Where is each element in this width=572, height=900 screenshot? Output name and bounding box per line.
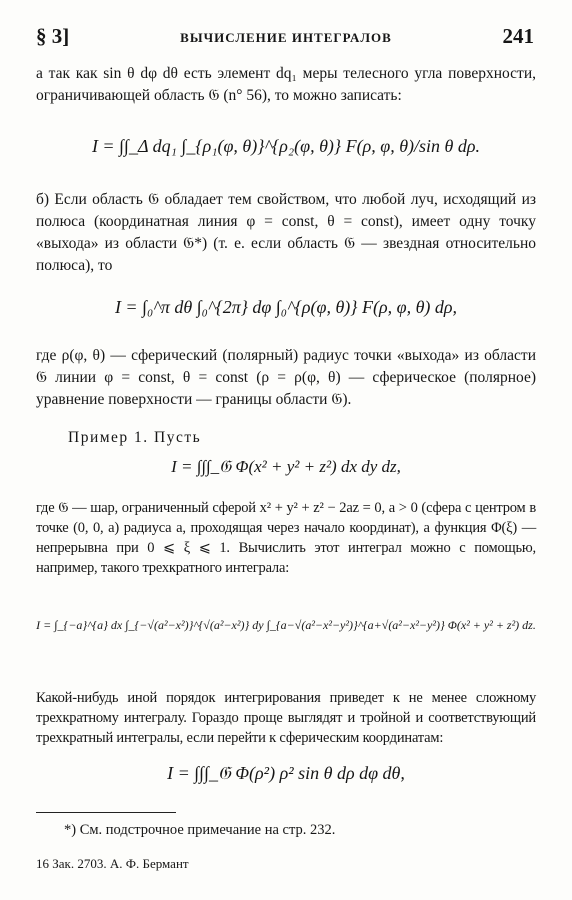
page-number: 241 <box>502 24 534 48</box>
printer-signature: 16 Зак. 2703. А. Ф. Бермант <box>36 856 189 871</box>
example-label: Пример 1. Пусть <box>68 429 202 446</box>
paragraph-radius-definition: где ρ(φ, θ) — сферический (полярный) радиус точки «выхода» из области 𝔊 линии φ = const, θ = const (ρ = ρ(φ, θ) — сферическое (полярное) уравнение поверхности — границы области 𝔊). <box>36 347 536 408</box>
formula-spherical-integral: I = ∫∫∫_𝔊 Φ(ρ²) ρ² sin θ dρ dφ dθ, <box>167 763 405 783</box>
formula-iterated-integral: I = ∫_{−a}^{a} dx ∫_{−√(a²−x²)}^{√(a²−x²)} dy ∫_{a−√(a²−x²−y²)}^{a+√(a²−x²−y²)} Φ(x² + y² + z²) dz. <box>36 618 536 632</box>
paragraph-sphere-description: где 𝔊 — шар, ограниченный сферой x² + y² + z² − 2az = 0, a > 0 (сфера с центром в точке (0, 0, a) радиуса a, проходящая через начало координат), а функция Φ(ξ) — непрерывна при 0 ⩽ ξ ⩽ 1. Вычислить этот интеграл можно с помощью, например, такого трехкратного интеграла: <box>36 500 536 576</box>
paragraph-spherical-coordinates: Какой-нибудь иной порядок интегрирования приведет к не менее сложному трехкратному интегралу. Гораздо проще выглядят и тройной и соответствующий трехкратный интегралы, если перейти к сферическим координатам: <box>36 690 536 746</box>
paragraph-solid-angle: а так как sin θ dφ dθ есть элемент dq₁ меры телесного угла поверхности, ограничивающей область 𝔊 (n° 56), то можно записать: <box>36 65 536 104</box>
footnote-divider <box>36 812 176 813</box>
page-title: ВЫЧИСЛЕНИЕ ИНТЕГРАЛОВ <box>180 30 392 45</box>
running-header <box>36 24 536 50</box>
formula-integral-dq1: I = ∫∫_Δ dq₁ ∫_{ρ₁(φ, θ)}^{ρ₂(φ, θ)} F(ρ, φ, θ)/sin θ dρ. <box>91 136 481 156</box>
formula-triple-integral: I = ∫∫∫_𝔊 Φ(x² + y² + z²) dx dy dz, <box>171 457 401 476</box>
paragraph-star-domain: б) Если область 𝔊 обладает тем свойством, что любой луч, исходящий из полюса (координатная линия φ = const, θ = const), имеет одну точку «выхода» из области 𝔊*) (т. е. если область 𝔊 — звездная относительно полюса), то <box>36 191 536 274</box>
footnote: *) См. подстрочное примечание на стр. 232. <box>64 822 336 838</box>
section-label: § 3] <box>36 24 70 48</box>
formula-spherical-bounds: I = ∫₀^π dθ ∫₀^{2π} dφ ∫₀^{ρ(φ, θ)} F(ρ, φ, θ) dρ, <box>114 297 458 317</box>
